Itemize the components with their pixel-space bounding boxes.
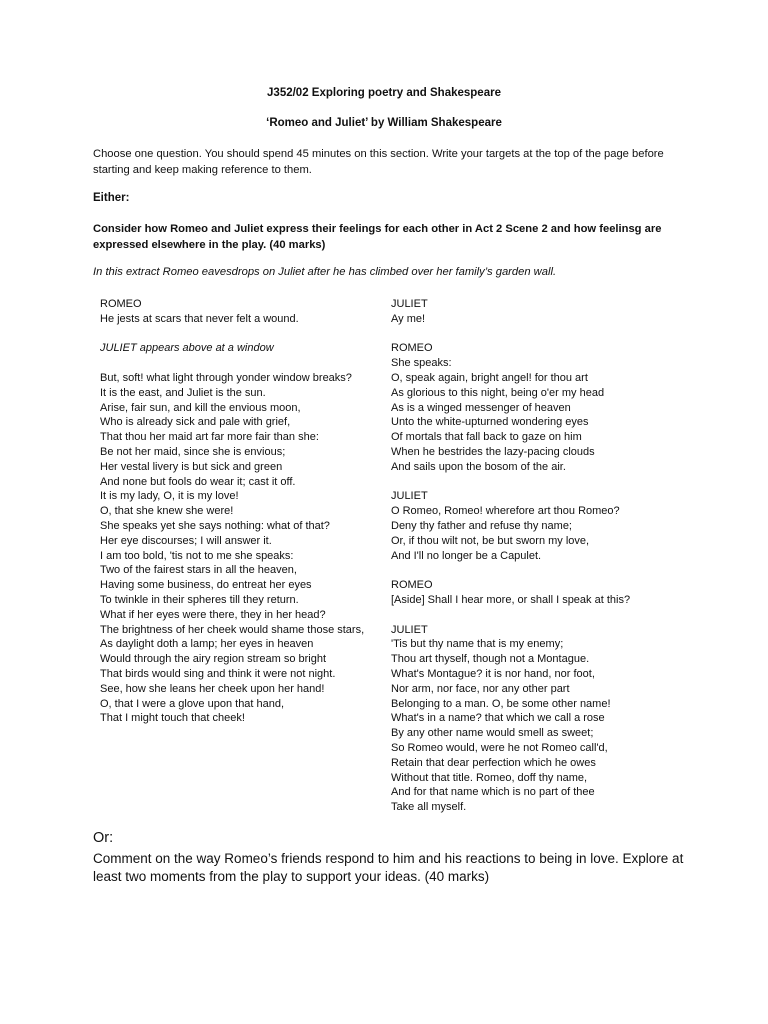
speaker-name: ROMEO xyxy=(391,342,433,355)
verse-line: Nor arm, nor face, nor any other part xyxy=(391,682,570,695)
verse-line: That birds would sing and think it were not night. xyxy=(100,667,336,680)
verse-line: It is my lady, O, it is my love! xyxy=(100,490,239,503)
verse-line: [Aside] Shall I hear more, or shall I speak at this? xyxy=(391,593,631,606)
verse-line: What's in a name? that which we call a rose xyxy=(391,712,605,725)
verse-line: That I might touch that cheek! xyxy=(100,712,245,725)
verse-line: As daylight doth a lamp; her eyes in heaven xyxy=(100,638,314,651)
verse-line: Having some business, do entreat her eyes xyxy=(100,579,312,592)
verse-line: Ay me! xyxy=(391,312,426,325)
verse-line: But, soft! what light through yonder window breaks? xyxy=(100,371,352,384)
speech-block xyxy=(100,297,385,327)
document-subtitle: ‘Romeo and Juliet’ by William Shakespeare xyxy=(266,117,502,129)
question-2: Comment on the way Romeo’s friends respond to him and his reactions to being in love. Explore at least two moments from the play to support your ideas. (40 marks) xyxy=(93,851,684,884)
verse-line: Or, if thou wilt not, be but sworn my love, xyxy=(391,534,590,547)
extract-right-column xyxy=(391,297,671,830)
stage-direction: JULIET appears above at a window xyxy=(100,342,274,355)
speaker-name: ROMEO xyxy=(391,579,433,592)
either-label: Either: xyxy=(93,192,130,204)
verse-line: What if her eyes were there, they in her head? xyxy=(100,608,326,621)
verse-line: As glorious to this night, being o'er my head xyxy=(391,386,605,399)
verse-line: O Romeo, Romeo! wherefore art thou Romeo? xyxy=(391,505,620,518)
verse-line: Retain that dear perfection which he owes xyxy=(391,756,596,769)
speaker-name: JULIET xyxy=(391,298,428,310)
verse-line: Of mortals that fall back to gaze on him xyxy=(391,431,582,444)
verse-line: To twinkle in their spheres till they return. xyxy=(100,593,299,606)
verse-line: And sails upon the bosom of the air. xyxy=(391,460,566,473)
verse-line: See, how she leans her cheek upon her hand! xyxy=(100,682,325,695)
verse-line: She speaks: xyxy=(391,357,452,370)
verse-line: She speaks yet she says nothing: what of that? xyxy=(100,519,330,532)
speaker-name: JULIET xyxy=(391,490,428,503)
verse-line: Unto the white-upturned wondering eyes xyxy=(391,416,589,429)
verse-line: By any other name would smell as sweet; xyxy=(391,727,594,740)
verse-line: Her vestal livery is but sick and green xyxy=(100,460,283,473)
verse-line: Arise, fair sun, and kill the envious moon, xyxy=(100,401,301,414)
verse-line: O, that I were a glove upon that hand, xyxy=(100,697,285,710)
verse-line: And for that name which is no part of thee xyxy=(391,786,595,799)
extract-left-column xyxy=(100,297,385,741)
stage-direction-block xyxy=(100,341,385,356)
speaker-name: ROMEO xyxy=(100,298,142,310)
instructions-text: Choose one question. You should spend 45 minutes on this section. Write your targets at the top of the page before starting and keep making reference to them. xyxy=(93,148,664,176)
verse-line: I am too bold, 'tis not to me she speaks: xyxy=(100,549,294,562)
speech-block xyxy=(391,489,671,563)
verse-line: The brightness of her cheek would shame those stars, xyxy=(100,623,365,636)
verse-line: So Romeo would, were he not Romeo call'd, xyxy=(391,741,608,754)
speech-block xyxy=(391,623,671,815)
verse-line: Thou art thyself, though not a Montague. xyxy=(391,653,590,666)
or-label: Or: xyxy=(93,830,114,846)
document-title: J352/02 Exploring poetry and Shakespeare xyxy=(267,87,501,99)
verse-line: And I'll no longer be a Capulet. xyxy=(391,549,542,562)
verse-line: Deny thy father and refuse thy name; xyxy=(391,519,572,532)
verse-line: O, speak again, bright angel! for thou art xyxy=(391,371,588,384)
verse-line: He jests at scars that never felt a wound. xyxy=(100,312,299,325)
verse-line: Be not her maid, since she is envious; xyxy=(100,445,286,458)
verse-line: Her eye discourses; I will answer it. xyxy=(100,534,272,547)
speech-block xyxy=(391,297,671,327)
speech-block xyxy=(391,341,671,474)
verse-line: When he bestrides the lazy-pacing clouds xyxy=(391,445,595,458)
verse-line: What's Montague? it is nor hand, nor foot, xyxy=(391,667,595,680)
speech-block xyxy=(391,578,671,608)
speech-block xyxy=(100,371,385,726)
question-1: Consider how Romeo and Juliet express their feelings for each other in Act 2 Scene 2 and how feelinsg are expressed elsewhere in the play. (40 marks) xyxy=(93,223,662,251)
verse-line: Two of the fairest stars in all the heaven, xyxy=(100,564,297,577)
verse-line: As is a winged messenger of heaven xyxy=(391,401,571,414)
verse-line: Who is already sick and pale with grief, xyxy=(100,416,291,429)
verse-line: Without that title. Romeo, doff thy name, xyxy=(391,771,588,784)
verse-line: O, that she knew she were! xyxy=(100,505,234,518)
verse-line: Take all myself. xyxy=(391,801,467,814)
verse-line: Belonging to a man. O, be some other name! xyxy=(391,697,611,710)
verse-line: That thou her maid art far more fair than she: xyxy=(100,431,319,444)
verse-line: Would through the airy region stream so bright xyxy=(100,653,327,666)
speaker-name: JULIET xyxy=(391,623,428,636)
verse-line: 'Tis but thy name that is my enemy; xyxy=(391,638,564,651)
verse-line: And none but fools do wear it; cast it off. xyxy=(100,475,296,488)
extract-intro: In this extract Romeo eavesdrops on Juliet after he has climbed over her family’s garden wall. xyxy=(93,266,557,278)
verse-line: It is the east, and Juliet is the sun. xyxy=(100,386,266,399)
